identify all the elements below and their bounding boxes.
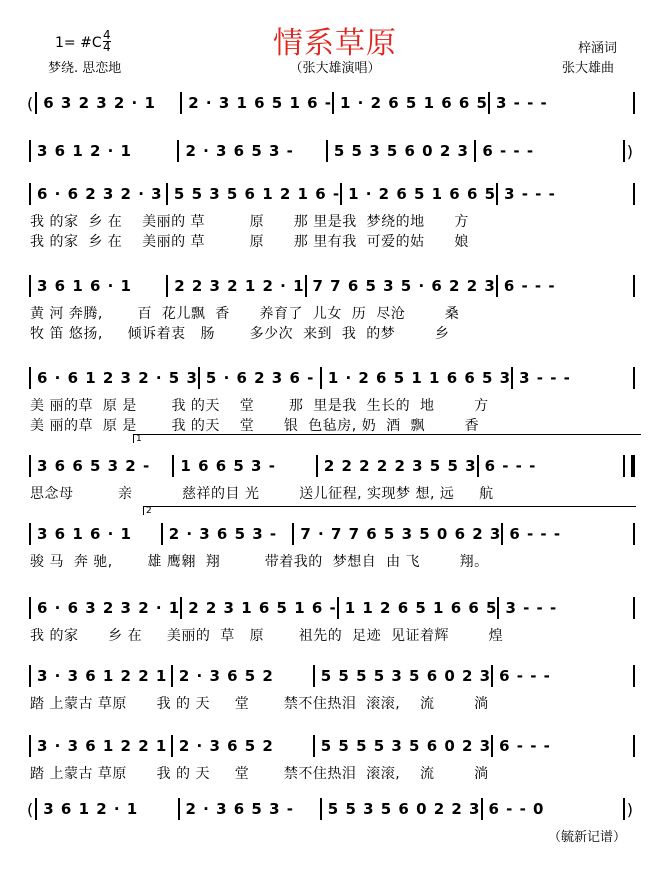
barline xyxy=(633,367,635,389)
measure: 2 · 3 6 5 3 - xyxy=(185,800,294,818)
notation-line xyxy=(25,665,635,687)
barline xyxy=(633,597,635,619)
measure: 3 - - - xyxy=(504,185,556,203)
measure: 3 - - - xyxy=(496,94,548,112)
measure: 2 2 3 1 6 5 1 6 - xyxy=(188,599,337,617)
measure: 7 7 6 5 3 5 · 6 2 2 3 xyxy=(312,277,496,295)
measure: 6 - - - xyxy=(499,667,551,685)
barline xyxy=(633,275,635,297)
measure: 1 6 6 5 3 - xyxy=(180,457,276,475)
lyric-line: 黄 河 奔腾, 百 花儿飘 香 养育了 儿女 历 尽沧 桑 xyxy=(30,306,460,322)
measure: 5 5 5 5 3 5 6 0 2 3 xyxy=(320,737,492,755)
composer-credit: 张大雄曲 xyxy=(562,61,615,76)
lyric-line: 我 的家 乡 在 美丽的 草 原 祖先的 足迹 见证着辉 煌 xyxy=(30,628,504,644)
time-signature-bottom: 4 xyxy=(103,40,111,54)
measure: 2 · 3 1 6 5 1 6 - xyxy=(188,94,333,112)
lyric-line: 牧 笛 悠扬, 倾诉着衷 肠 多少次 来到 我 的梦 乡 xyxy=(30,326,450,342)
measure: 6 - - - xyxy=(482,142,535,160)
notation-line xyxy=(25,275,635,297)
measure: 2 2 2 2 2 3 5 5 3 xyxy=(323,457,477,475)
close-paren: ) xyxy=(626,799,634,819)
lyricist-credit: 梓涵词 xyxy=(578,41,618,56)
lyric-line: 踏 上蒙古 草原 我 的 天 堂 禁不住热泪 滚滚, 流 淌 xyxy=(30,696,489,712)
song-title: 情系草原 xyxy=(273,26,397,61)
repeat-barline xyxy=(623,455,635,477)
measure: 3 6 1 2 · 1 xyxy=(37,142,132,160)
lyric-line: 我 的家 乡 在 美丽的 草 原 那 里有我 可爱的姑 娘 xyxy=(30,234,469,250)
measure: 6 · 6 2 3 2 · 3 xyxy=(37,185,163,203)
measure: 5 5 3 5 6 0 2 3 xyxy=(333,142,469,160)
notation-line xyxy=(25,597,635,619)
measure: 3 6 1 6 · 1 xyxy=(37,277,132,295)
measure: 1 1 2 6 5 1 6 6 5 xyxy=(344,599,498,617)
measure: 1 · 2 6 5 1 6 6 5 xyxy=(340,94,488,112)
singer-credit: （张大雄演唱） xyxy=(289,61,381,76)
lyric-line: 我 的家 乡 在 美丽的 草 原 那 里是我 梦绕的地 方 xyxy=(30,214,469,230)
measure: 6 3 2 3 2 · 1 xyxy=(43,94,156,112)
close-paren: ) xyxy=(626,141,633,161)
notation-line xyxy=(25,367,635,389)
lyric-line: 骏 马 奔 驰, 雄 鹰翱 翔 带着我的 梦想自 由 飞 翔。 xyxy=(30,554,489,570)
measure: 5 5 3 5 6 0 2 2 3 xyxy=(327,800,481,818)
lyric-line: 美 丽的草 原 是 我 的天 堂 银 色毡房, 奶 酒 飘 香 xyxy=(30,418,480,434)
notation-line xyxy=(25,455,635,477)
open-paren: ( xyxy=(27,799,34,819)
measure: 6 · 6 3 2 3 2 · 1 xyxy=(37,599,181,617)
measure: 3 - - - xyxy=(519,369,571,387)
lyric-line: 美 丽的草 原 是 我 的天 堂 那 里是我 生长的 地 方 xyxy=(30,398,489,414)
notation-line xyxy=(25,523,635,545)
measure: 5 · 6 2 3 6 - xyxy=(205,369,315,387)
measure: 3 6 1 6 · 1 xyxy=(37,525,132,543)
notation-line xyxy=(25,183,635,205)
barline xyxy=(633,523,635,545)
mood-marking: 梦绕. 思恋地 xyxy=(48,61,122,76)
time-signature-top: 4 xyxy=(103,28,111,42)
lyric-line: 踏 上蒙古 草原 我 的 天 堂 禁不住热泪 滚滚, 流 淌 xyxy=(30,766,489,782)
measure: 3 · 3 6 1 2 2 1 xyxy=(37,737,168,755)
measure: 2 · 3 6 5 2 xyxy=(178,737,274,755)
notation-line xyxy=(25,735,635,757)
barline xyxy=(633,735,635,757)
barline xyxy=(633,183,635,205)
time-signature xyxy=(103,30,111,53)
measure: 2 · 3 6 5 2 xyxy=(178,667,274,685)
measure: 6 - - - xyxy=(509,525,562,543)
measure: 6 - - - xyxy=(499,737,551,755)
measure: 7 · 7 7 6 5 3 5 0 6 2 3 xyxy=(300,525,502,543)
measure: 5 5 3 5 6 1 2 1 6 - xyxy=(173,185,341,203)
notation-line xyxy=(25,798,635,820)
measure: 6 - - - xyxy=(503,277,556,295)
key-signature: 1= #C xyxy=(55,35,102,51)
notation-line xyxy=(25,140,635,162)
measure: 6 - - 0 xyxy=(488,800,545,818)
transcriber-credit: （毓新记谱） xyxy=(548,830,627,845)
measure: 2 · 3 6 5 3 - xyxy=(168,525,278,543)
measure: 3 6 6 5 3 2 - xyxy=(37,457,151,475)
measure: 6 · 6 1 2 3 2 · 5 3 xyxy=(37,369,198,387)
measure: 2 · 3 6 5 3 - xyxy=(185,142,294,160)
measure: 5 5 5 5 3 5 6 0 2 3 xyxy=(320,667,492,685)
open-paren: ( xyxy=(27,93,34,113)
volta-2: 2 xyxy=(143,506,636,515)
measure: 6 - - - xyxy=(484,457,537,475)
measure: 1 · 2 6 5 1 6 6 5 xyxy=(348,185,497,203)
measure: 3 - - - xyxy=(505,599,558,617)
barline xyxy=(633,92,635,114)
measure: 3 6 1 2 · 1 xyxy=(43,800,139,818)
measure: 3 · 3 6 1 2 2 1 xyxy=(37,667,168,685)
lyric-line: 思念母 亲 慈祥的目 光 送儿征程, 实现梦 想, 远 航 xyxy=(30,486,494,502)
measure: 2 2 3 2 1 2 · 1 xyxy=(174,277,305,295)
volta-1: 1 xyxy=(133,434,641,443)
barline xyxy=(633,665,635,687)
measure: 1 · 2 6 5 1 1 6 6 5 3 xyxy=(327,369,512,387)
notation-line xyxy=(25,92,635,114)
